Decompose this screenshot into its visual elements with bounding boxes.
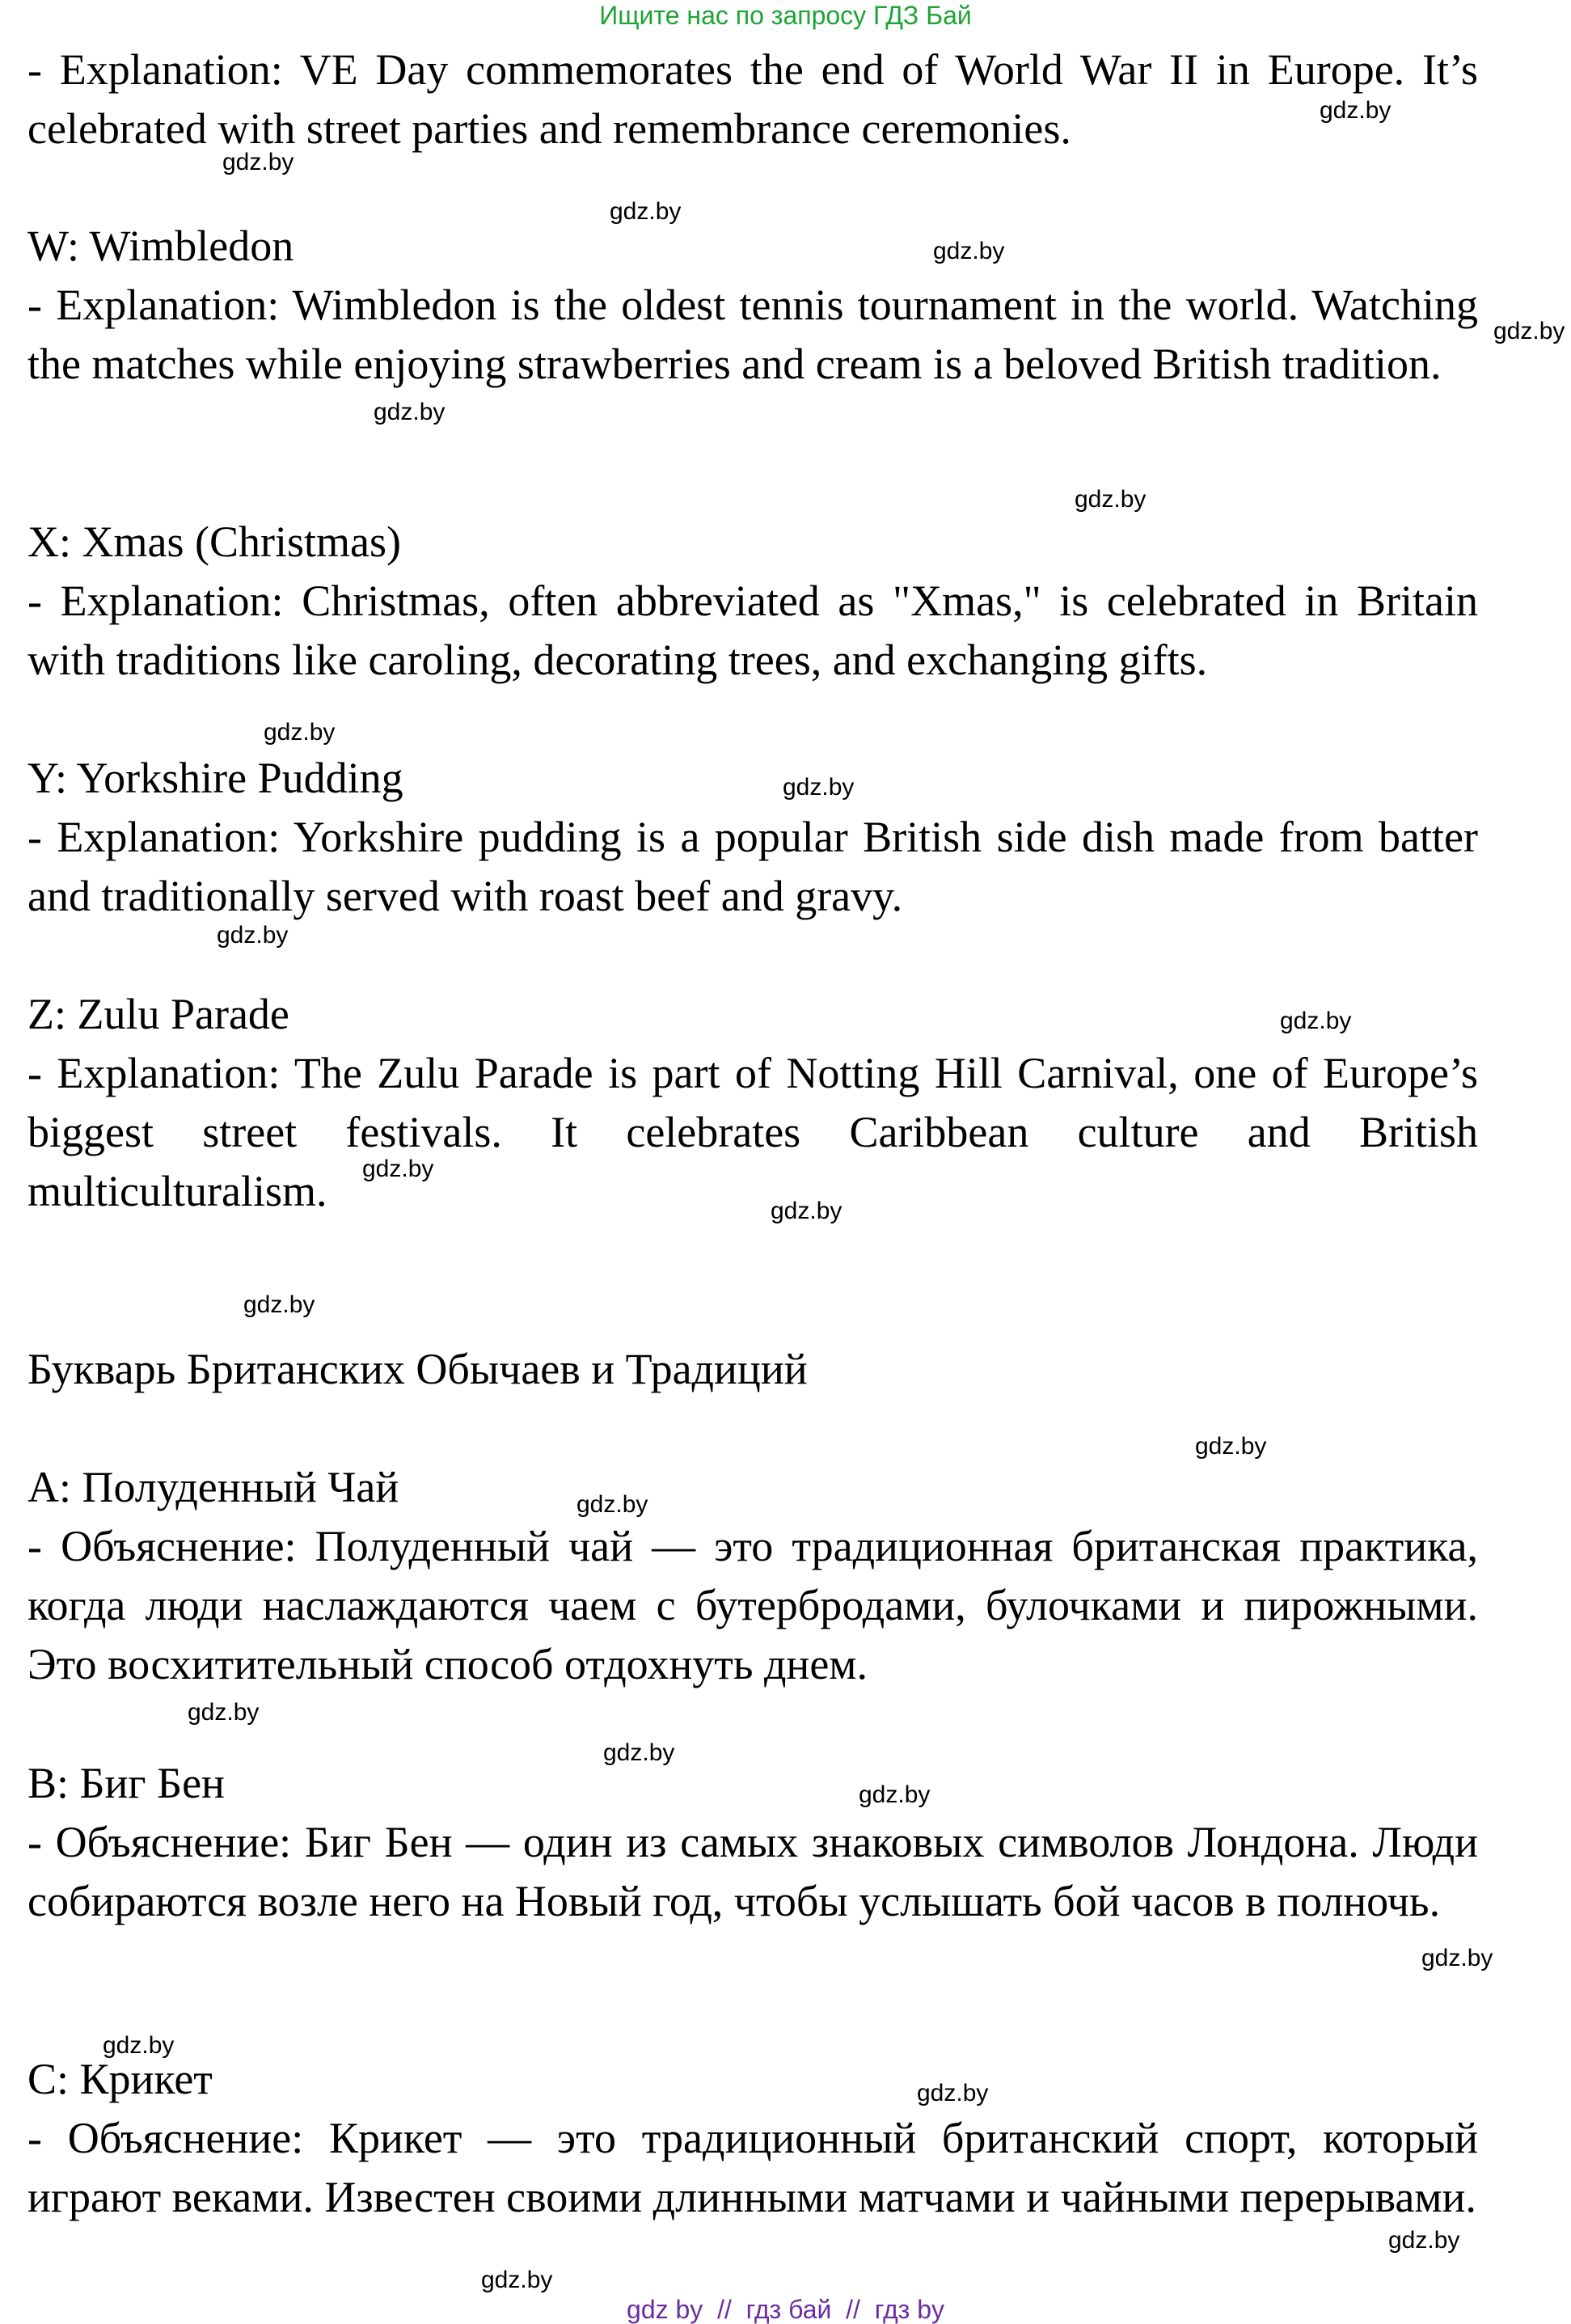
entry-x-heading: X: Xmas (Christmas) <box>27 518 401 566</box>
watermark: gdz.by <box>576 1491 648 1518</box>
watermark: gdz.by <box>1320 97 1392 124</box>
entry-w-heading: W: Wimbledon <box>27 222 294 270</box>
watermark: gdz.by <box>222 149 294 175</box>
entry-y-explanation: - Explanation: Yorkshire pudding is a popular British side dish made from batter and traditionally served with roast beef and gravy. <box>27 813 1478 920</box>
watermark: gdz.by <box>374 399 446 425</box>
footer-link-gdz-by[interactable]: gdz by <box>627 2295 703 2324</box>
watermark: gdz.by <box>1280 1008 1352 1034</box>
entry-w-explanation: - Explanation: Wimbledon is the oldest tennis tournament in the world. Watching the matches while enjoying strawberries and cream is a beloved British tradition. <box>27 281 1478 388</box>
entry-ru-b-explanation: - Объяснение: Биг Бен — один из самых знаковых символов Лондона. Люди собираются возле него на Новый год, чтобы услышать бой часов в полночь. <box>27 1818 1478 1925</box>
entry-v <box>27 40 1478 158</box>
footer-link-gdz-by-mixed[interactable]: гдз by <box>874 2295 944 2324</box>
watermark: gdz.by <box>610 198 682 225</box>
entry-ru-a-explanation: - Объяснение: Полуденный чай — это традиционная британская практика, когда люди наслаждаются чаем с бутербродами, булочками и пирожными. Это восхитительный способ отдохнуть днем. <box>27 1522 1478 1688</box>
entry-x-explanation: - Explanation: Christmas, often abbreviated as "Xmas," is celebrated in Britain with traditions like caroling, decorating trees, and exchanging gifts. <box>27 577 1478 684</box>
watermark: gdz.by <box>1421 1945 1493 1971</box>
entry-ru-b <box>27 1754 1478 1931</box>
watermark: gdz.by <box>243 1291 315 1318</box>
entry-z <box>27 985 1478 1221</box>
footer-link-gdz-bai[interactable]: гдз бай <box>745 2295 832 2324</box>
watermark: gdz.by <box>103 2032 175 2059</box>
watermark: gdz.by <box>771 1198 843 1224</box>
section-title-block <box>27 1340 1478 1399</box>
entry-ru-c-heading: С: Крикет <box>27 2055 213 2103</box>
entry-ru-c-explanation: - Объяснение: Крикет — это традиционный британский спорт, который играют веками. Известен своими длинными матчами и чайными перерывами. <box>27 2114 1478 2221</box>
entry-v-explanation: - Explanation: VE Day commemorates the end of World War II in Europe. It’s celebrated with street parties and remembrance ceremonies. <box>27 45 1478 153</box>
watermark: gdz.by <box>603 1739 675 1766</box>
watermark: gdz.by <box>1075 486 1147 513</box>
watermark: gdz.by <box>933 238 1005 264</box>
entry-z-explanation: - Explanation: The Zulu Parade is part of Notting Hill Carnival, one of Europe’s biggest street festivals. It celebrates Caribbean culture and British multiculturalism. <box>27 1049 1478 1215</box>
entry-y-heading: Y: Yorkshire Pudding <box>27 754 403 802</box>
watermark: gdz.by <box>1195 1433 1267 1460</box>
entry-ru-a <box>27 1458 1478 1694</box>
watermark: gdz.by <box>1493 318 1565 344</box>
watermark: gdz.by <box>1388 2227 1460 2254</box>
watermark: gdz.by <box>217 922 289 949</box>
entry-z-heading: Z: Zulu Parade <box>27 990 289 1038</box>
footer-separator: // <box>831 2295 875 2324</box>
section-title: Букварь Британских Обычаев и Традиций <box>27 1345 808 1393</box>
top-banner[interactable]: Ищите нас по запросу ГДЗ Бай <box>599 1 972 30</box>
watermark: gdz.by <box>362 1156 434 1182</box>
entry-y <box>27 749 1478 926</box>
footer-separator: // <box>703 2295 746 2324</box>
entry-ru-a-heading: А: Полуденный Чай <box>27 1463 399 1511</box>
entry-ru-b-heading: В: Биг Бен <box>27 1759 225 1807</box>
watermark: gdz.by <box>481 2267 553 2293</box>
footer-links <box>0 2295 1571 2324</box>
watermark: gdz.by <box>188 1699 260 1726</box>
entry-w <box>27 217 1478 394</box>
entry-x <box>27 513 1478 690</box>
watermark: gdz.by <box>783 774 855 801</box>
watermark: gdz.by <box>264 719 336 746</box>
entry-ru-c <box>27 2050 1478 2227</box>
watermark: gdz.by <box>859 1781 931 1808</box>
watermark: gdz.by <box>917 2080 989 2106</box>
